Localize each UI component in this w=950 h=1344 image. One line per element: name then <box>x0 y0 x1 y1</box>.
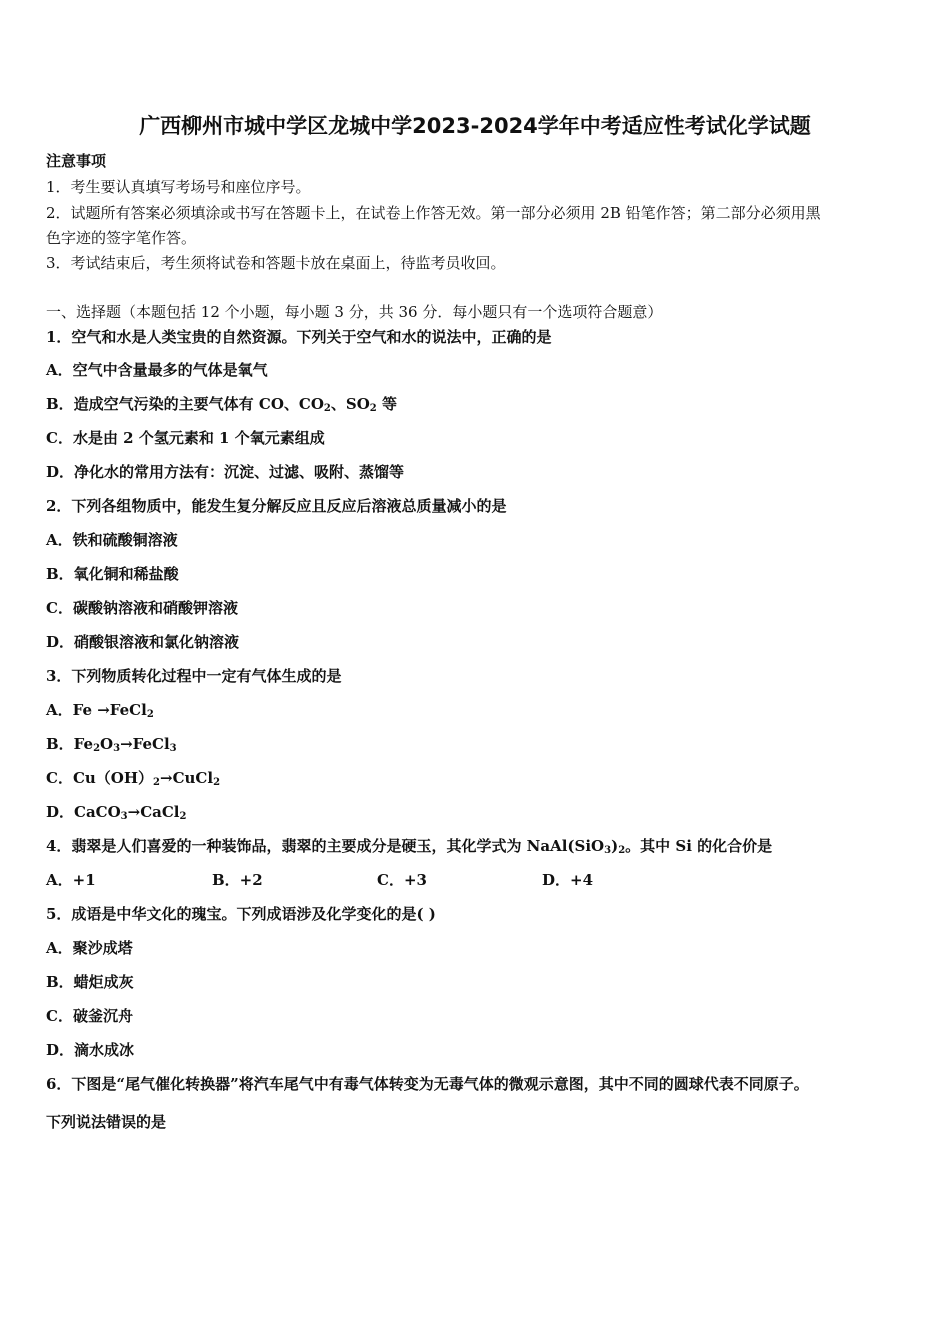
option-c: C．破釜沉舟 <box>46 1007 133 1025</box>
option-c: C．+3 <box>377 871 427 889</box>
notice-item: 2．试题所有答案必须填涂或书写在答题卡上，在试卷上作答无效。第一部分必须用 2B 铅笔作答；第二部分必须用黑 <box>46 204 821 222</box>
question-stem: 5．成语是中华文化的瑰宝。下列成语涉及化学变化的是( ) <box>46 905 436 923</box>
question-stem-continued: 下列说法错误的是 <box>46 1113 167 1131</box>
option-d: D．滴水成冰 <box>46 1041 135 1059</box>
question-stem: 4．翡翠是人们喜爱的一种装饰品，翡翠的主要成分是硬玉，其化学式为 $NaAl(SiO_3)_2$。其中 Si 的化合价是 <box>46 837 773 856</box>
option-c: C．水是由 2 个氢元素和 1 个氧元素组成 <box>46 429 325 447</box>
option-b: B．造成空气污染的主要气体有 CO、$CO_2$、$SO_2$ 等 <box>46 395 397 414</box>
option-d: D．+4 <box>542 871 594 889</box>
notice-heading: 注意事项 <box>46 152 107 170</box>
option-a: A．空气中含量最多的气体是氧气 <box>46 361 268 379</box>
notice-item: 1．考生要认真填写考场号和座位序号。 <box>46 178 311 196</box>
option-d: D．硝酸银溶液和氯化钠溶液 <box>46 633 240 651</box>
option-b: B．$Fe_2O_3\to FeCl_3$ <box>46 735 177 754</box>
question-stem: 3．下列物质转化过程中一定有气体生成的是 <box>46 667 342 685</box>
option-d: D．净化水的常用方法有：沉淀、过滤、吸附、蒸馏等 <box>46 463 405 481</box>
question-stem: 2．下列各组物质中，能发生复分解反应且反应后溶液总质量减小的是 <box>46 497 507 515</box>
option-d: D．CaCO$_3$→CaCl$_2$ <box>46 803 187 822</box>
notice-item: 3．考试结束后，考生须将试卷和答题卡放在桌面上，待监考员收回。 <box>46 254 506 272</box>
option-b: B．+2 <box>212 871 263 889</box>
option-a: A．+1 <box>46 871 96 889</box>
option-c: C．碳酸钠溶液和硝酸钾溶液 <box>46 599 238 617</box>
question-stem: 6．下图是“尾气催化转换器”将汽车尾气中有毒气体转变为无毒气体的微观示意图，其中不同的圆球代表不同原子。 <box>46 1075 809 1093</box>
option-a: A．铁和硫酸铜溶液 <box>46 531 178 549</box>
section-heading: 一、选择题（本题包括 12 个小题，每小题 3 分，共 36 分．每小题只有一个选项符合题意） <box>46 303 663 321</box>
option-b: B．氧化铜和稀盐酸 <box>46 565 179 583</box>
question-stem: 1．空气和水是人类宝贵的自然资源。下列关于空气和水的说法中，正确的是 <box>46 328 552 346</box>
option-a: A．Fe →FeCl$_2$ <box>46 701 154 720</box>
page-title: 广西柳州市城中学区龙城中学2023-2024学年中考适应性考试化学试题 <box>139 114 811 138</box>
option-b: B．蜡炬成灰 <box>46 973 134 991</box>
option-c: C．$Cu(OH)_2\to CuCl_2$ <box>46 769 221 788</box>
notice-item: 色字迹的签字笔作答。 <box>46 229 197 247</box>
option-a: A．聚沙成塔 <box>46 939 133 957</box>
